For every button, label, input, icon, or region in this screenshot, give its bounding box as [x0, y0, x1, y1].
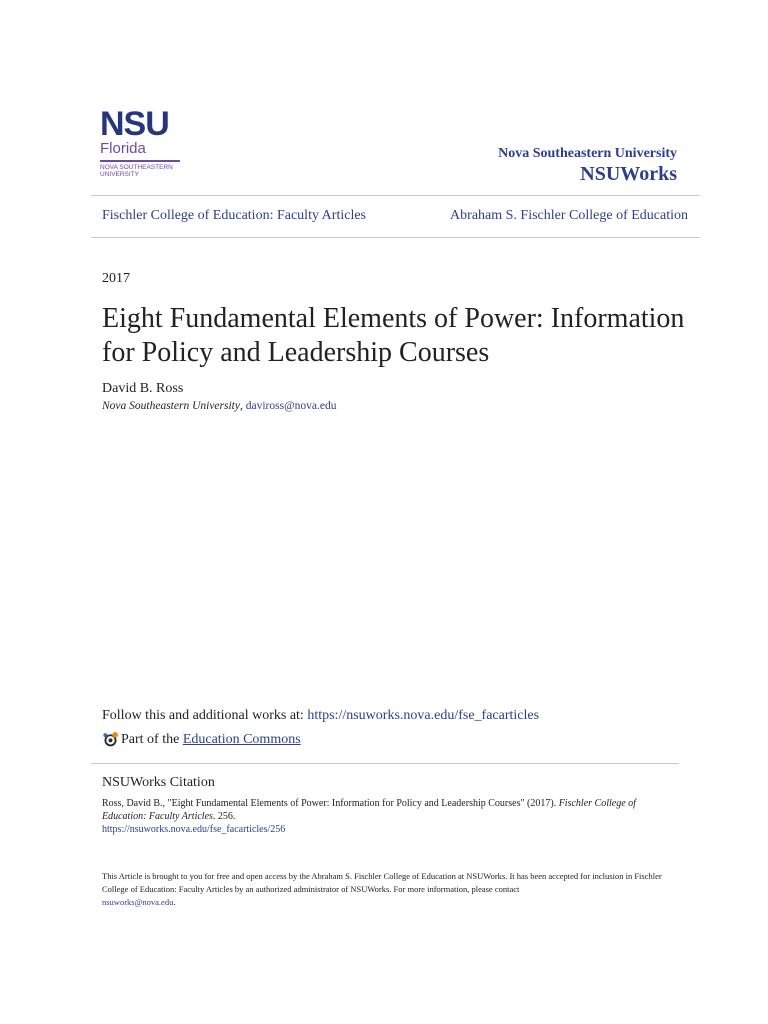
logo-florida-text: Florida: [100, 140, 146, 157]
citation-journal: Fischler College of Education: Faculty Articles: [102, 798, 636, 822]
citation-heading: NSUWorks Citation: [102, 775, 215, 790]
divider-citation: [91, 763, 679, 764]
logo-nsu-text: NSU: [100, 105, 169, 143]
publication-year: 2017: [102, 271, 130, 286]
logo-line-2: UNIVERSITY: [100, 170, 140, 178]
citation-text: Ross, David B., "Eight Fundamental Elements of Power: Information for Policy and Leadership Courses" (2017).: [102, 798, 557, 809]
education-commons-link[interactable]: Education Commons: [182, 731, 301, 747]
follow-label: Follow this and additional works at:: [102, 708, 308, 723]
citation-body: [102, 797, 662, 836]
author-email-link[interactable]: daviross@nova.edu: [245, 400, 337, 412]
citation-number: . 256.: [212, 811, 236, 822]
nsu-florida-logo: [100, 105, 184, 178]
access-notice: [102, 870, 662, 909]
repository-name: NSUWorks: [580, 163, 677, 185]
part-of-label: Part of the: [121, 731, 180, 747]
citation-url-link[interactable]: https://nsuworks.nova.edu/fse_facarticles/256: [102, 824, 286, 835]
notice-end: .: [173, 897, 176, 907]
author-affiliation: [102, 400, 337, 412]
affiliation-name: Nova Southeastern University: [102, 400, 240, 412]
affiliation-separator: ,: [239, 400, 246, 412]
commons-network-icon: [102, 731, 119, 748]
article-title: Eight Fundamental Elements of Power: Information for Policy and Leadership Courses: [102, 303, 685, 368]
part-of-line: [102, 731, 301, 748]
repository-header: [498, 146, 677, 186]
divider-breadcrumb: [91, 237, 700, 238]
follow-line: [102, 708, 539, 724]
breadcrumb-college-link[interactable]: Abraham S. Fischler College of Education: [450, 208, 688, 223]
logo-divider: [100, 160, 180, 162]
breadcrumb-collection-link[interactable]: Fischler College of Education: Faculty Articles: [102, 208, 366, 223]
logo-line-1: NOVA SOUTHEASTERN: [100, 163, 173, 171]
author-name: David B. Ross: [102, 381, 184, 396]
university-name: Nova Southeastern University: [498, 146, 677, 161]
notice-text: This Article is brought to you for free and open access by the Abraham S. Fischler College of Education at NSUWorks. It has been accepted for inclusion in Fischler College of Education: Faculty Articles by an authorized administrator of NSUWorks. For more information, please contact: [102, 871, 662, 894]
divider-top: [91, 195, 700, 196]
follow-url-link[interactable]: https://nsuworks.nova.edu/fse_facarticles: [307, 708, 540, 723]
contact-email-link[interactable]: nsuworks@nova.edu: [102, 897, 174, 907]
